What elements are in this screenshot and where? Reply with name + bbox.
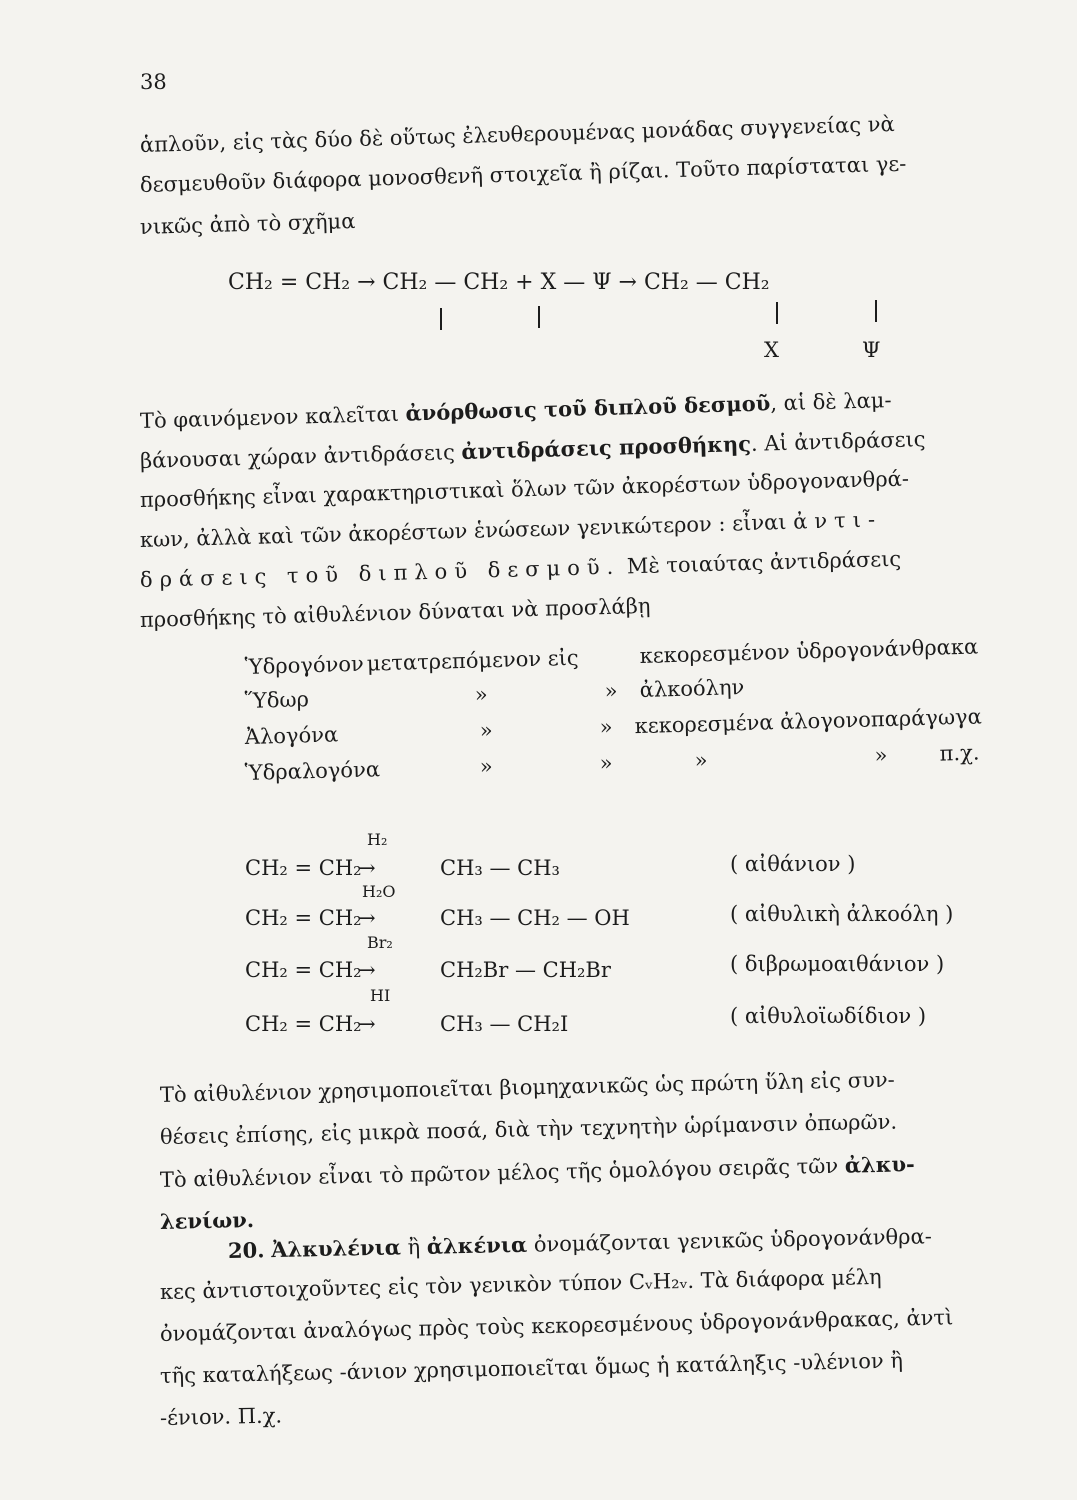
table-row: Ἀλογόνα » » κεκορεσμένα ἀλογονοπαράγωγα: [244, 704, 983, 749]
term-bold: ἀλκυ-: [844, 1151, 915, 1178]
text-line: Τὸ φαινόμενον καλεῖται ἀνόρθωσις τοῦ διπλοῦ δεσμοῦ, αἱ δὲ λαμ-: [139, 388, 892, 433]
product-formula: CH₃ — CH₂I: [440, 1012, 569, 1036]
reagent-label: H₂: [367, 830, 388, 849]
term-bold: ἀντιδράσεις προσθήκης: [461, 430, 752, 465]
section-heading-line: 20. Ἀλκυλένια ἢ ἀλκένια ὀνομάζονται γενικῶς ὑδρογονάνθρα-: [227, 1224, 933, 1263]
text-line: δεσμευθοῦν διάφορα μονοσθενῆ στοιχεῖα ἢ ρίζαι. Τοῦτο παρίσταται γε-: [139, 151, 907, 197]
text-line: θέσεις ἐπίσης, εἰς μικρὰ ποσά, διὰ τὴν τεχνητὴν ὡρίμανσιν ὀπωρῶν.: [159, 1109, 898, 1149]
product-formula: CH₃ — CH₂ — OH: [440, 906, 630, 930]
product-formula: CH₂Br — CH₂Br: [440, 958, 611, 982]
product-formula: CH₃ — CH₃: [440, 856, 560, 880]
reaction-arrow: →: [358, 906, 376, 930]
term-bold: ἀλκένια: [426, 1231, 528, 1259]
text-line: βάνουσαι χώραν ἀντιδράσεις ἀντιδράσεις προσθήκης. Αἱ ἀντιδράσεις: [139, 427, 926, 473]
text-line: νικῶς ἀπὸ τὸ σχῆμα: [139, 208, 356, 239]
term-spaced: ἀντι-: [792, 507, 883, 534]
product-name: ( αἰθάνιον ): [730, 852, 856, 876]
text-line: τῆς καταλήξεως -άνιον χρησιμοποιεῖται ὅμως ἡ κατάληξις -υλένιον ἢ: [159, 1348, 904, 1388]
bond-line: [440, 308, 442, 330]
reaction-arrow: →: [358, 1012, 376, 1036]
page-number: 38: [140, 70, 167, 94]
text-line: κων, ἀλλὰ καὶ τῶν ἀκορέστων ἑνώσεων γενικώτερον : εἶναι ἀντι-: [139, 507, 883, 552]
product-name: ( διβρωμοαιθάνιον ): [730, 952, 945, 976]
reagent-label: HI: [370, 986, 391, 1005]
text-line: ὀνομάζονται ἀναλόγως πρὸς τοὺς κεκορεσμένους ὑδρογονάνθρακας, ἀντὶ: [159, 1305, 954, 1346]
reagent-label: Br₂: [367, 933, 393, 952]
reactant: CH₂ = CH₂: [245, 958, 362, 982]
reaction-arrow: →: [358, 958, 376, 982]
reagent-label: H₂O: [362, 882, 396, 901]
substituent-psi: Ψ: [862, 338, 881, 362]
text-line: ἁπλοῦν, εἰς τὰς δύο δὲ οὕτως ἐλευθερουμένας μονάδας συγγενείας νὰ: [139, 111, 895, 157]
substituent-x: X: [764, 338, 779, 362]
table-row: Ὕδωρ » » ἀλκοόλην: [244, 675, 745, 713]
product-name: ( αἰθυλικὴ ἀλκοόλη ): [730, 902, 954, 926]
reaction-arrow: →: [358, 856, 376, 880]
table-row: Ὑδραλογόνα » » » » π.χ.: [244, 740, 980, 785]
text-line: Τὸ αἰθυλένιον εἶναι τὸ πρῶτον μέλος τῆς ὁμολόγου σειρᾶς τῶν ἀλκυ-: [159, 1151, 915, 1192]
text-line: -ένιον. Π.χ.: [159, 1403, 283, 1430]
text-line: προσθήκης τὸ αἰθυλένιον δύναται νὰ προσλάβῃ: [139, 593, 651, 632]
reactant: CH₂ = CH₂: [245, 1012, 362, 1036]
term-bold: Ἀλκυλένια: [270, 1234, 402, 1263]
term-bold: ἀνόρθωσις τοῦ διπλοῦ δεσμοῦ: [405, 390, 771, 426]
bond-line: [875, 300, 877, 322]
bond-line: [538, 306, 540, 328]
text-line: δράσεις τοῦ διπλοῦ δεσμοῦ. Μὲ τοιαύτας ἀντιδράσεις: [139, 546, 902, 592]
text-line: Τὸ αἰθυλένιον χρησιμοποιεῖται βιομηχανικῶς ὡς πρώτη ὕλη εἰς συν-: [159, 1067, 895, 1107]
table-row: Ὑδρογόνον μετατρεπόμενον εἰς κεκορεσμένον ὑδρογονάνθρακα: [244, 634, 979, 679]
text-line: προσθήκης εἶναι χαρακτηριστικαὶ ὅλων τῶν ἀκορέστων ὑδρογονανθρά-: [139, 466, 910, 512]
addition-scheme-equation: CH₂ = CH₂ → CH₂ — CH₂ + X — Ψ → CH₂ — CH₂: [228, 270, 770, 295]
term-bold: λενίων.: [159, 1207, 255, 1234]
text-line: κες ἀντιστοιχοῦντες εἰς τὸν γενικὸν τύπον CᵥH₂ᵥ. Τὰ διάφορα μέλη: [159, 1264, 882, 1304]
section-number: 20.: [227, 1237, 265, 1263]
product-name: ( αἰθυλοϊωδίδιον ): [730, 1004, 927, 1028]
term-spaced: δράσεις τοῦ διπλοῦ δεσμοῦ.: [139, 554, 621, 592]
bond-line: [776, 302, 778, 324]
reactant: CH₂ = CH₂: [245, 856, 362, 880]
reactant: CH₂ = CH₂: [245, 906, 362, 930]
